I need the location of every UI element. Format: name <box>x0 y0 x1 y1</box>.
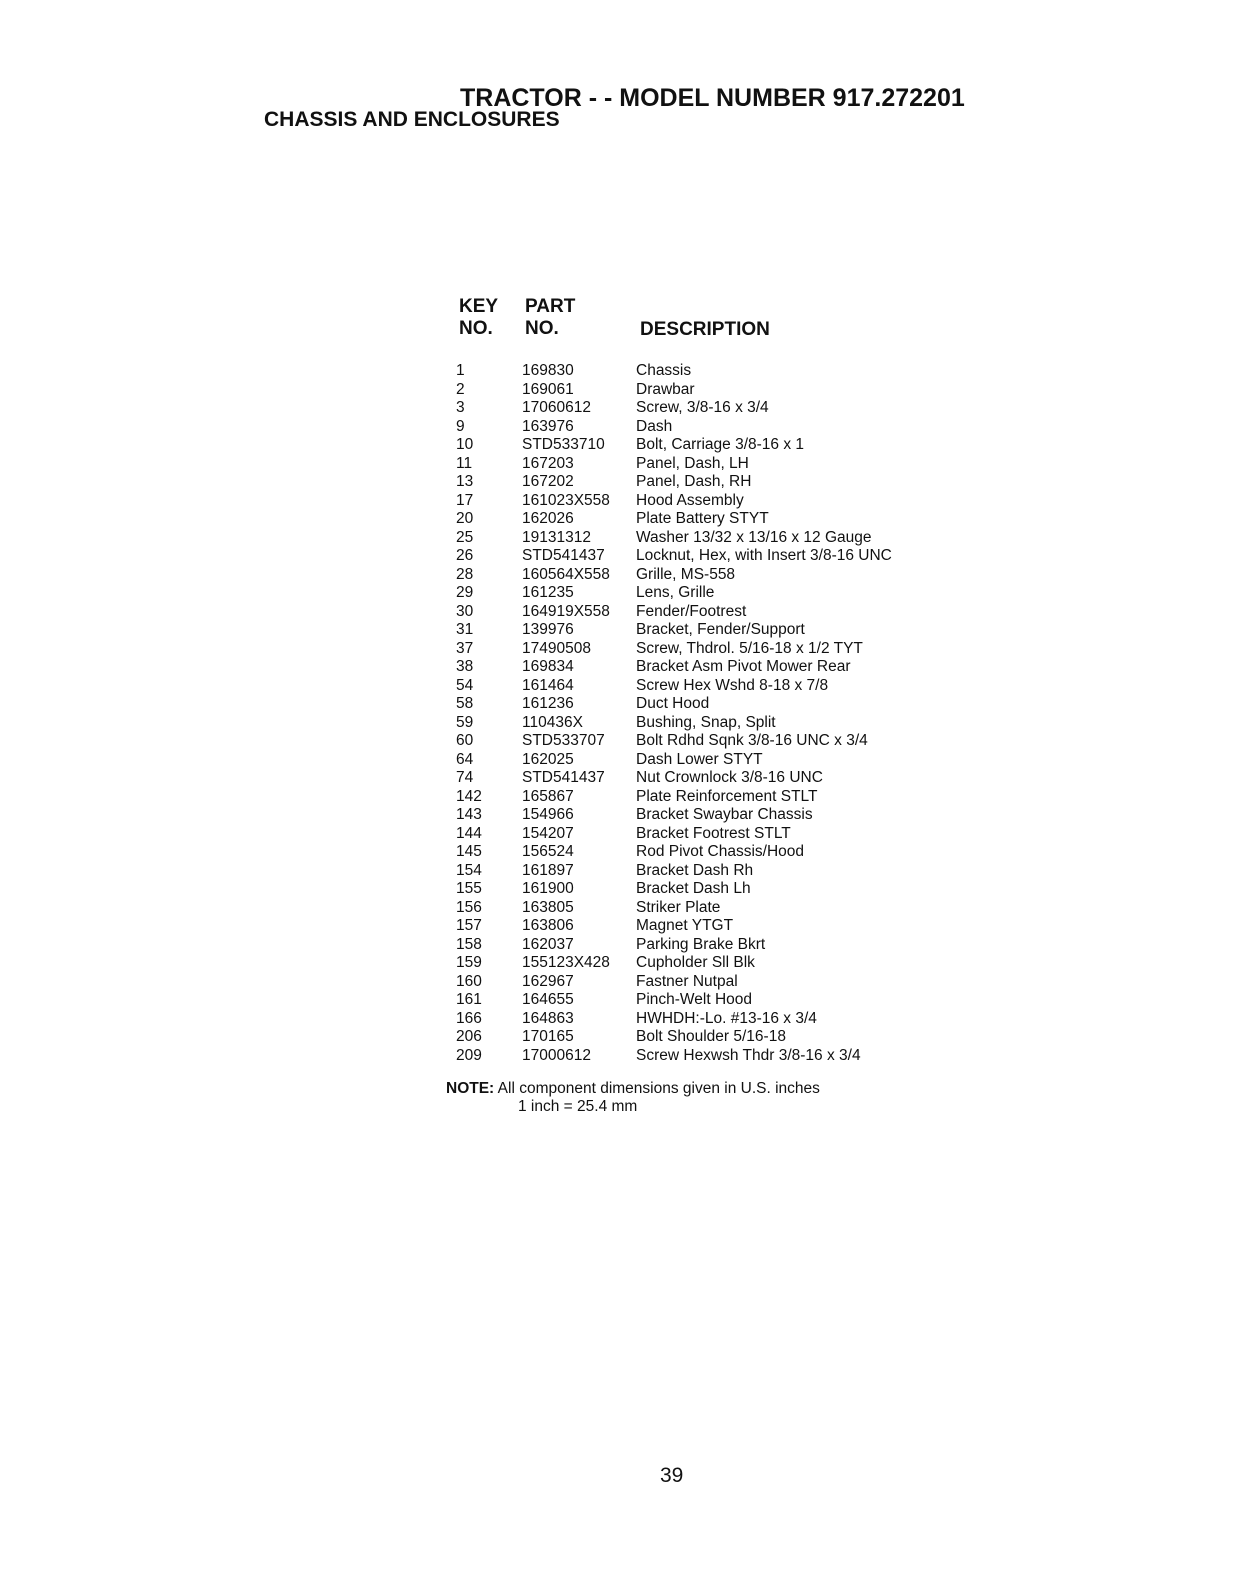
key-number: 58 <box>456 695 474 712</box>
table-row <box>452 584 892 603</box>
part-number: 170165 <box>522 1028 574 1045</box>
part-number: 161023X558 <box>522 491 610 509</box>
part-description: Drawbar <box>636 380 695 398</box>
table-row <box>452 936 892 955</box>
part-description: Bracket Dash Lh <box>636 880 751 897</box>
table-row <box>452 1028 892 1047</box>
part-number: 156524 <box>522 843 574 860</box>
table-row <box>452 640 892 659</box>
key-number: 29 <box>456 584 474 601</box>
part-number: 163805 <box>522 898 574 916</box>
table-row <box>452 991 892 1010</box>
part-description: Nut Crownlock 3/8-16 UNC <box>636 769 823 786</box>
part-description: Screw Hexwsh Thdr 3/8-16 x 3/4 <box>636 1046 861 1064</box>
key-number: 59 <box>456 713 474 731</box>
table-row <box>452 529 892 548</box>
key-number: 209 <box>456 1046 482 1064</box>
key-number: 158 <box>456 935 482 953</box>
part-number: 167202 <box>522 473 574 490</box>
part-description: Cupholder Sll Blk <box>636 954 755 971</box>
table-row <box>452 843 892 862</box>
key-number: 155 <box>456 880 482 897</box>
part-description: Parking Brake Bkrt <box>636 935 766 953</box>
part-number: 17490508 <box>522 639 591 657</box>
part-description: Plate Battery STYT <box>636 510 769 527</box>
key-number: 74 <box>456 769 474 786</box>
table-row <box>452 381 892 400</box>
part-description: Panel, Dash, RH <box>636 473 752 490</box>
part-description: Lens, Grille <box>636 584 715 601</box>
key-number: 64 <box>456 750 474 768</box>
column-header-key <box>459 296 498 340</box>
table-row <box>452 510 892 529</box>
part-description: Bushing, Snap, Split <box>636 713 776 731</box>
part-number: 163976 <box>522 417 574 435</box>
part-description: Bolt, Carriage 3/8-16 x 1 <box>636 436 805 453</box>
parts-table-body <box>452 362 892 1065</box>
part-number: STD533710 <box>522 436 605 453</box>
key-number: 28 <box>456 565 474 583</box>
key-number: 9 <box>456 417 465 435</box>
part-number: STD533707 <box>522 732 605 749</box>
part-description: Plate Reinforcement STLT <box>636 787 818 805</box>
column-header-part-line1: PART <box>525 296 576 317</box>
part-number: 169830 <box>522 362 574 379</box>
table-row <box>452 547 892 566</box>
part-number: STD541437 <box>522 769 605 786</box>
part-number: 139976 <box>522 621 574 638</box>
part-number: 19131312 <box>522 528 591 546</box>
table-row <box>452 603 892 622</box>
column-header-part-line2: NO. <box>525 318 559 339</box>
part-description: Striker Plate <box>636 898 721 916</box>
part-number: STD541437 <box>522 547 605 564</box>
table-row <box>452 658 892 677</box>
part-description: Panel, Dash, LH <box>636 454 749 472</box>
part-number: 17060612 <box>522 399 591 416</box>
part-description: Screw Hex Wshd 8-18 x 7/8 <box>636 676 829 694</box>
part-description: Dash Lower STYT <box>636 750 763 768</box>
note-label: NOTE: <box>446 1080 495 1097</box>
table-row <box>452 825 892 844</box>
key-number: 25 <box>456 528 474 546</box>
section-subtitle: CHASSIS AND ENCLOSURES <box>264 108 560 131</box>
part-description: Hood Assembly <box>636 491 744 509</box>
key-number: 166 <box>456 1009 482 1027</box>
table-row <box>452 492 892 511</box>
key-number: 26 <box>456 547 474 564</box>
table-row <box>452 695 892 714</box>
table-row <box>452 954 892 973</box>
table-row <box>452 436 892 455</box>
page-title: TRACTOR - - MODEL NUMBER 917.272201 <box>460 84 965 112</box>
part-description: Bracket Footrest STLT <box>636 824 791 842</box>
table-row <box>452 769 892 788</box>
note <box>446 1080 820 1098</box>
key-number: 161 <box>456 991 482 1008</box>
key-number: 1 <box>456 362 465 379</box>
part-description: Bracket Swaybar Chassis <box>636 806 813 823</box>
table-row <box>452 455 892 474</box>
table-row <box>452 973 892 992</box>
key-number: 143 <box>456 806 482 823</box>
part-number: 162026 <box>522 510 574 527</box>
table-row <box>452 677 892 696</box>
part-description: Bolt Rdhd Sqnk 3/8-16 UNC x 3/4 <box>636 732 868 749</box>
part-number: 164863 <box>522 1009 574 1027</box>
part-description: Fastner Nutpal <box>636 972 738 990</box>
table-row <box>452 880 892 899</box>
part-number: 110436X <box>522 713 583 731</box>
part-number: 169061 <box>522 380 574 398</box>
table-row <box>452 714 892 733</box>
table-row <box>452 362 892 381</box>
column-header-part <box>525 296 575 340</box>
key-number: 145 <box>456 843 482 860</box>
key-number: 3 <box>456 399 465 416</box>
part-number: 164919X558 <box>522 602 610 620</box>
part-number: 165867 <box>522 787 574 805</box>
part-number: 162037 <box>522 935 574 953</box>
part-description: Screw, Thdrol. 5/16-18 x 1/2 TYT <box>636 639 863 657</box>
key-number: 10 <box>456 436 474 453</box>
page-number: 39 <box>660 1464 684 1487</box>
part-number: 163806 <box>522 917 574 934</box>
table-row <box>452 1047 892 1066</box>
part-description: Locknut, Hex, with Insert 3/8-16 UNC <box>636 547 892 564</box>
key-number: 30 <box>456 602 474 620</box>
table-row <box>452 732 892 751</box>
part-description: Magnet YTGT <box>636 917 734 934</box>
key-number: 206 <box>456 1028 482 1045</box>
note-line1: All component dimensions given in U.S. inches <box>497 1080 820 1097</box>
table-row <box>452 621 892 640</box>
part-description: HWHDH:-Lo. #13-16 x 3/4 <box>636 1009 817 1027</box>
key-number: 17 <box>456 491 474 509</box>
part-description: Pinch-Welt Hood <box>636 991 753 1008</box>
part-number: 161464 <box>522 676 574 694</box>
table-row <box>452 418 892 437</box>
part-number: 162025 <box>522 750 574 768</box>
key-number: 54 <box>456 676 474 694</box>
part-description: Rod Pivot Chassis/Hood <box>636 843 804 860</box>
part-number: 17000612 <box>522 1046 591 1064</box>
part-number: 162967 <box>522 972 574 990</box>
part-number: 160564X558 <box>522 565 610 583</box>
part-number: 155123X428 <box>522 954 610 971</box>
part-number: 154966 <box>522 806 574 823</box>
key-number: 159 <box>456 954 482 971</box>
part-description: Bolt Shoulder 5/16-18 <box>636 1028 786 1045</box>
part-description: Bracket, Fender/Support <box>636 621 805 638</box>
part-description: Fender/Footrest <box>636 602 747 620</box>
table-row <box>452 1010 892 1029</box>
part-description: Duct Hood <box>636 695 710 712</box>
part-description: Dash <box>636 417 673 435</box>
key-number: 142 <box>456 787 482 805</box>
table-row <box>452 788 892 807</box>
key-number: 2 <box>456 380 465 398</box>
part-number: 164655 <box>522 991 574 1008</box>
column-header-key-line1: KEY <box>459 296 499 317</box>
table-row <box>452 473 892 492</box>
part-description: Bracket Asm Pivot Mower Rear <box>636 658 851 675</box>
parts-table <box>452 362 892 1065</box>
part-number: 161236 <box>522 695 574 712</box>
part-number: 161897 <box>522 861 574 879</box>
key-number: 154 <box>456 861 482 879</box>
key-number: 11 <box>456 454 473 472</box>
part-number: 161235 <box>522 584 574 601</box>
key-number: 160 <box>456 972 482 990</box>
table-row <box>452 917 892 936</box>
part-number: 169834 <box>522 658 574 675</box>
part-description: Bracket Dash Rh <box>636 861 754 879</box>
part-number: 167203 <box>522 454 574 472</box>
table-row <box>452 399 892 418</box>
key-number: 156 <box>456 898 482 916</box>
column-header-key-line2: NO. <box>459 318 493 339</box>
key-number: 60 <box>456 732 474 749</box>
part-description: Washer 13/32 x 13/16 x 12 Gauge <box>636 528 872 546</box>
key-number: 157 <box>456 917 482 934</box>
key-number: 144 <box>456 824 482 842</box>
part-description: Chassis <box>636 362 692 379</box>
part-description: Screw, 3/8-16 x 3/4 <box>636 399 769 416</box>
key-number: 20 <box>456 510 474 527</box>
key-number: 31 <box>456 621 474 638</box>
table-row <box>452 862 892 881</box>
note-line2: 1 inch = 25.4 mm <box>518 1098 638 1115</box>
part-number: 161900 <box>522 880 574 897</box>
table-row <box>452 751 892 770</box>
column-header-description: DESCRIPTION <box>640 319 770 340</box>
table-row <box>452 566 892 585</box>
table-row <box>452 899 892 918</box>
key-number: 37 <box>456 639 474 657</box>
key-number: 13 <box>456 473 474 490</box>
table-row <box>452 806 892 825</box>
part-description: Grille, MS-558 <box>636 565 736 583</box>
key-number: 38 <box>456 658 474 675</box>
part-number: 154207 <box>522 824 574 842</box>
